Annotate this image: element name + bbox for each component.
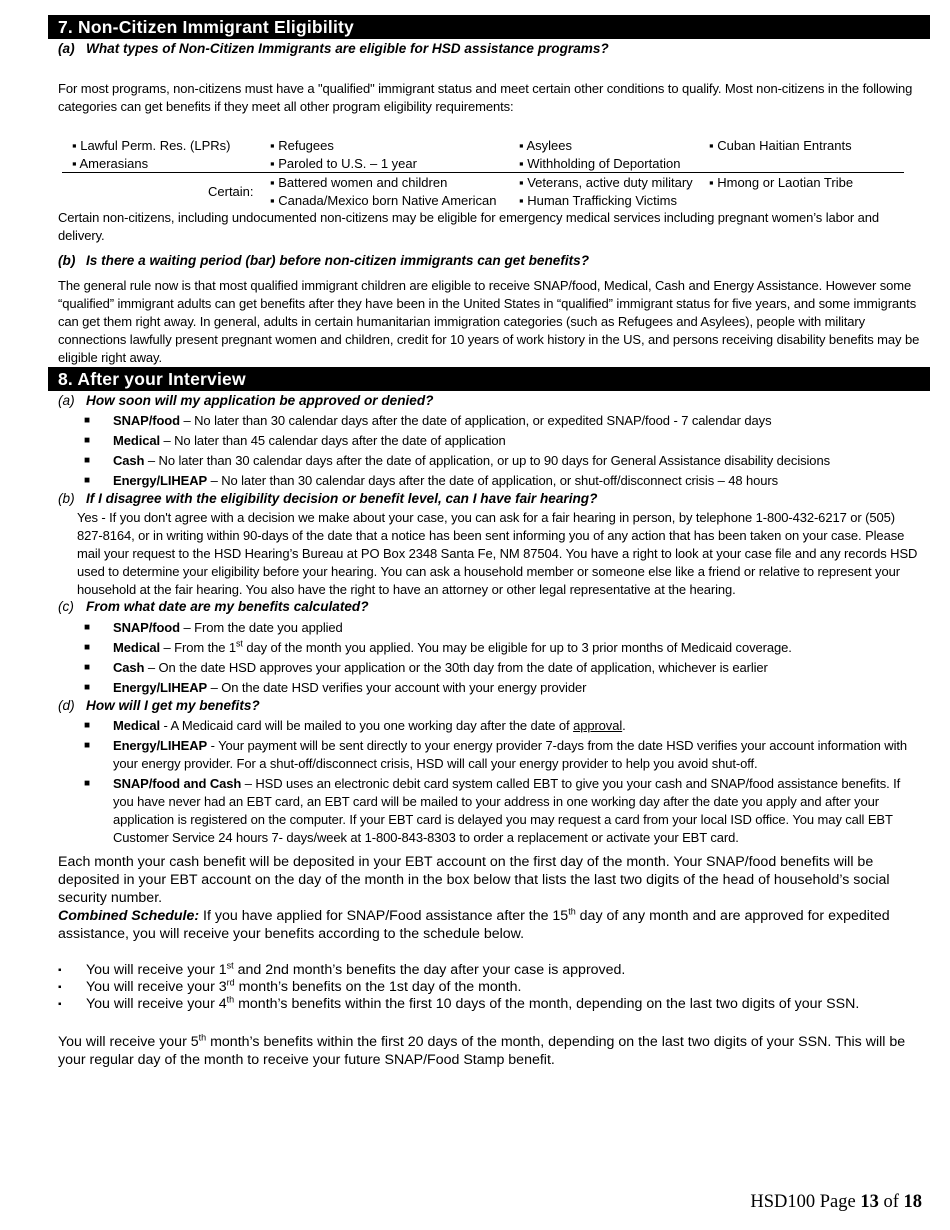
page-footer: HSD100 Page 13 of 18 <box>750 1192 922 1212</box>
list-item: ■ Cash – No later than 30 calendar days after the date of application, or up to 90 days for General Assistance disability decisions <box>84 453 830 468</box>
fifth-month-note: You will receive your 5th month’s benefits within the first 20 days of the month, depending on the last two digits of your SSN. This will be your regular day of the month to receive your future SNAP/Food Stamp benefit. <box>58 1032 906 1068</box>
bullet-icon: ■ <box>84 682 90 693</box>
combined-schedule-note: Combined Schedule: If you have applied for SNAP/Food assistance after the 15th day of any month and are approved for expedited assistance, you will receive your benefits according to the schedule below. <box>58 906 890 942</box>
section-7-heading: 7. Non-Citizen Immigrant Eligibility <box>48 15 930 39</box>
benefit-delivery-list <box>84 717 920 849</box>
bullet-icon: ■ <box>84 455 90 466</box>
question-text: How soon will my application be approved or denied? <box>86 393 434 408</box>
question-7b <box>58 252 589 270</box>
category-cell: ▪ Human Trafficking Victims <box>519 193 678 208</box>
bullet-icon: ■ <box>84 642 90 653</box>
question-8c <box>58 598 369 616</box>
emergency-note: Certain non-citizens, including undocumented non-citizens may be eligible for emergency medical services including pregnant women’s labor and delivery. <box>58 210 880 243</box>
question-text: Is there a waiting period (bar) before non-citizen immigrants can get benefits? <box>86 253 590 268</box>
bullet-icon: ■ <box>84 435 90 446</box>
question-8d <box>58 697 260 715</box>
bullet-icon: ■ <box>84 778 90 789</box>
list-item: ▪ You will receive your 1st and 2nd month’s benefits the day after your case is approved. <box>58 960 626 978</box>
question-label: (b) <box>58 253 76 268</box>
list-item: ■ Energy/LIHEAP – No later than 30 calendar days after the date of application, or shut-off/disconnect crisis – 48 hours <box>84 473 779 488</box>
monthly-deposit-note: Each month your cash benefit will be deposited in your EBT account on the first day of the month. Your SNAP/food benefits will be deposited in your EBT account on the day of the month in the box below that lists the last two digits of the head of household’s social security number. <box>58 854 890 906</box>
question-label: (a) <box>58 41 75 56</box>
category-cell: ▪ Withholding of Deportation <box>519 156 681 171</box>
list-item: ▪ You will receive your 4th month’s benefits within the first 10 days of the month, depending on the last two digits of your SSN. <box>58 994 860 1012</box>
question-text: What types of Non-Citizen Immigrants are eligible for HSD assistance programs? <box>86 41 609 56</box>
category-cell: ▪ Hmong or Laotian Tribe <box>709 175 854 190</box>
question-text: From what date are my benefits calculated? <box>86 599 369 614</box>
question-label: (b) <box>58 491 75 506</box>
question-label: (d) <box>58 698 75 713</box>
category-cell: ▪ Amerasians <box>72 156 149 171</box>
category-cell: ▪ Cuban Haitian Entrants <box>709 138 852 153</box>
question-8b <box>58 490 597 508</box>
category-cell: ▪ Refugees <box>270 138 334 153</box>
list-item: ■ SNAP/food and Cash – HSD uses an electronic debit card system called EBT to give you your cash and SNAP/food assistance benefits. If you have never had an EBT card, an EBT card will be mailed to your address in one working day after the date you apply and after your application is registered on the computer. If your EBT card is delayed you may request a card from your local ISD office. You may call EBT Customer Service 24 hours 7- days/week at 1-800-843-8303 to order a replacement or activate your EBT card. <box>84 776 901 845</box>
bullet-icon: ■ <box>84 475 90 486</box>
section-7-intro: For most programs, non-citizens must have a "qualified" immigrant status and meet certain other conditions to qualify. Most non-citizens in the following categories can get benefits if they meet all other program eligibility requirements: <box>58 81 913 114</box>
question-text: How will I get my benefits? <box>86 698 260 713</box>
section-8-heading: 8. After your Interview <box>48 367 930 391</box>
list-item: ▪ You will receive your 3rd month’s benefits on the 1st day of the month. <box>58 977 522 995</box>
bullet-icon: ▪ <box>58 965 62 976</box>
certain-label: Certain: <box>208 184 254 199</box>
category-cell: ▪ Asylees <box>519 138 573 153</box>
list-item: ■ Energy/LIHEAP – On the date HSD verifies your account with your energy provider <box>84 680 587 695</box>
list-item: ■ Cash – On the date HSD approves your application or the 30th day from the date of application, whichever is earlier <box>84 660 768 675</box>
bullet-icon: ■ <box>84 622 90 633</box>
list-item: ■ SNAP/food – From the date you applied <box>84 620 343 635</box>
list-item: ■ Energy/LIHEAP - Your payment will be sent directly to your energy provider 7-days from the date HSD verifies your account information with your energy provider. For a shut-off/disconnect crisis, HSD will call your energy provider to help you avoid shut-off. <box>84 738 908 771</box>
question-8a <box>58 392 433 410</box>
question-label: (a) <box>58 393 75 408</box>
list-item: ■ SNAP/food – No later than 30 calendar days after the date of application, or expedited SNAP/food - 7 calendar days <box>84 413 772 428</box>
waiting-period-answer: The general rule now is that most qualified immigrant children are eligible to receive SNAP/food, Medical, Cash and Energy Assistance. However some “qualified” immigrant adults can get benefits after they have been in the United States in “qualified” immigrant status for five years, and some immigrants can get them right away. In general, adults in certain humanitarian immigration categories (such as Refugees and Asylees), people with military connections lawfully present pregnant women and children, credit for 10 years of work history in the US, and persons receiving disability benefits may be eligible right away. <box>58 278 920 365</box>
bullet-icon: ■ <box>84 740 90 751</box>
category-cell: ▪ Paroled to U.S. – 1 year <box>270 156 417 171</box>
table-divider <box>62 172 904 173</box>
question-7a <box>58 40 609 58</box>
approval-timeline-list <box>84 412 920 492</box>
category-cell: ▪ Lawful Perm. Res. (LPRs) <box>72 138 231 153</box>
category-cell: ▪ Veterans, active duty military <box>519 175 693 190</box>
category-cell: ▪ Battered women and children <box>270 175 448 190</box>
list-item: ■ Medical – No later than 45 calendar days after the date of application <box>84 433 506 448</box>
bullet-icon: ▪ <box>58 982 62 993</box>
fair-hearing-answer: Yes - If you don't agree with a decision we make about your case, you can ask for a fair hearing in person, by telephone 1-800-432-6217 or (505) 827-8164, or in writing within 90-days of the date that a notice has been sent informing you of any action that has been taken on your case. Please mail your request to the HSD Hearing’s Bureau at PO Box 2348 Santa Fe, NM 87504. You have a right to look at your case file and any records HSD used to determine your eligibility before your hearing. You can ask a household member or someone else like a friend or relative to represent your household at the fair hearing. You also have the right to have an attorney or other legal representative at the hearing. <box>77 510 918 597</box>
question-text: If I disagree with the eligibility decision or benefit level, can I have fair hearing? <box>86 491 598 506</box>
list-item: ■ Medical - A Medicaid card will be mailed to you one working day after the date of approval. <box>84 718 626 733</box>
list-item: ■ Medical – From the 1st day of the month you applied. You may be eligible for up to 3 prior months of Medicaid coverage. <box>84 638 792 655</box>
bullet-icon: ■ <box>84 720 90 731</box>
category-cell: ▪ Canada/Mexico born Native American <box>270 193 497 208</box>
schedule-list <box>58 962 922 1013</box>
question-label: (c) <box>58 599 74 614</box>
bullet-icon: ▪ <box>58 999 62 1010</box>
benefit-date-list <box>84 619 920 699</box>
bullet-icon: ■ <box>84 415 90 426</box>
bullet-icon: ■ <box>84 662 90 673</box>
